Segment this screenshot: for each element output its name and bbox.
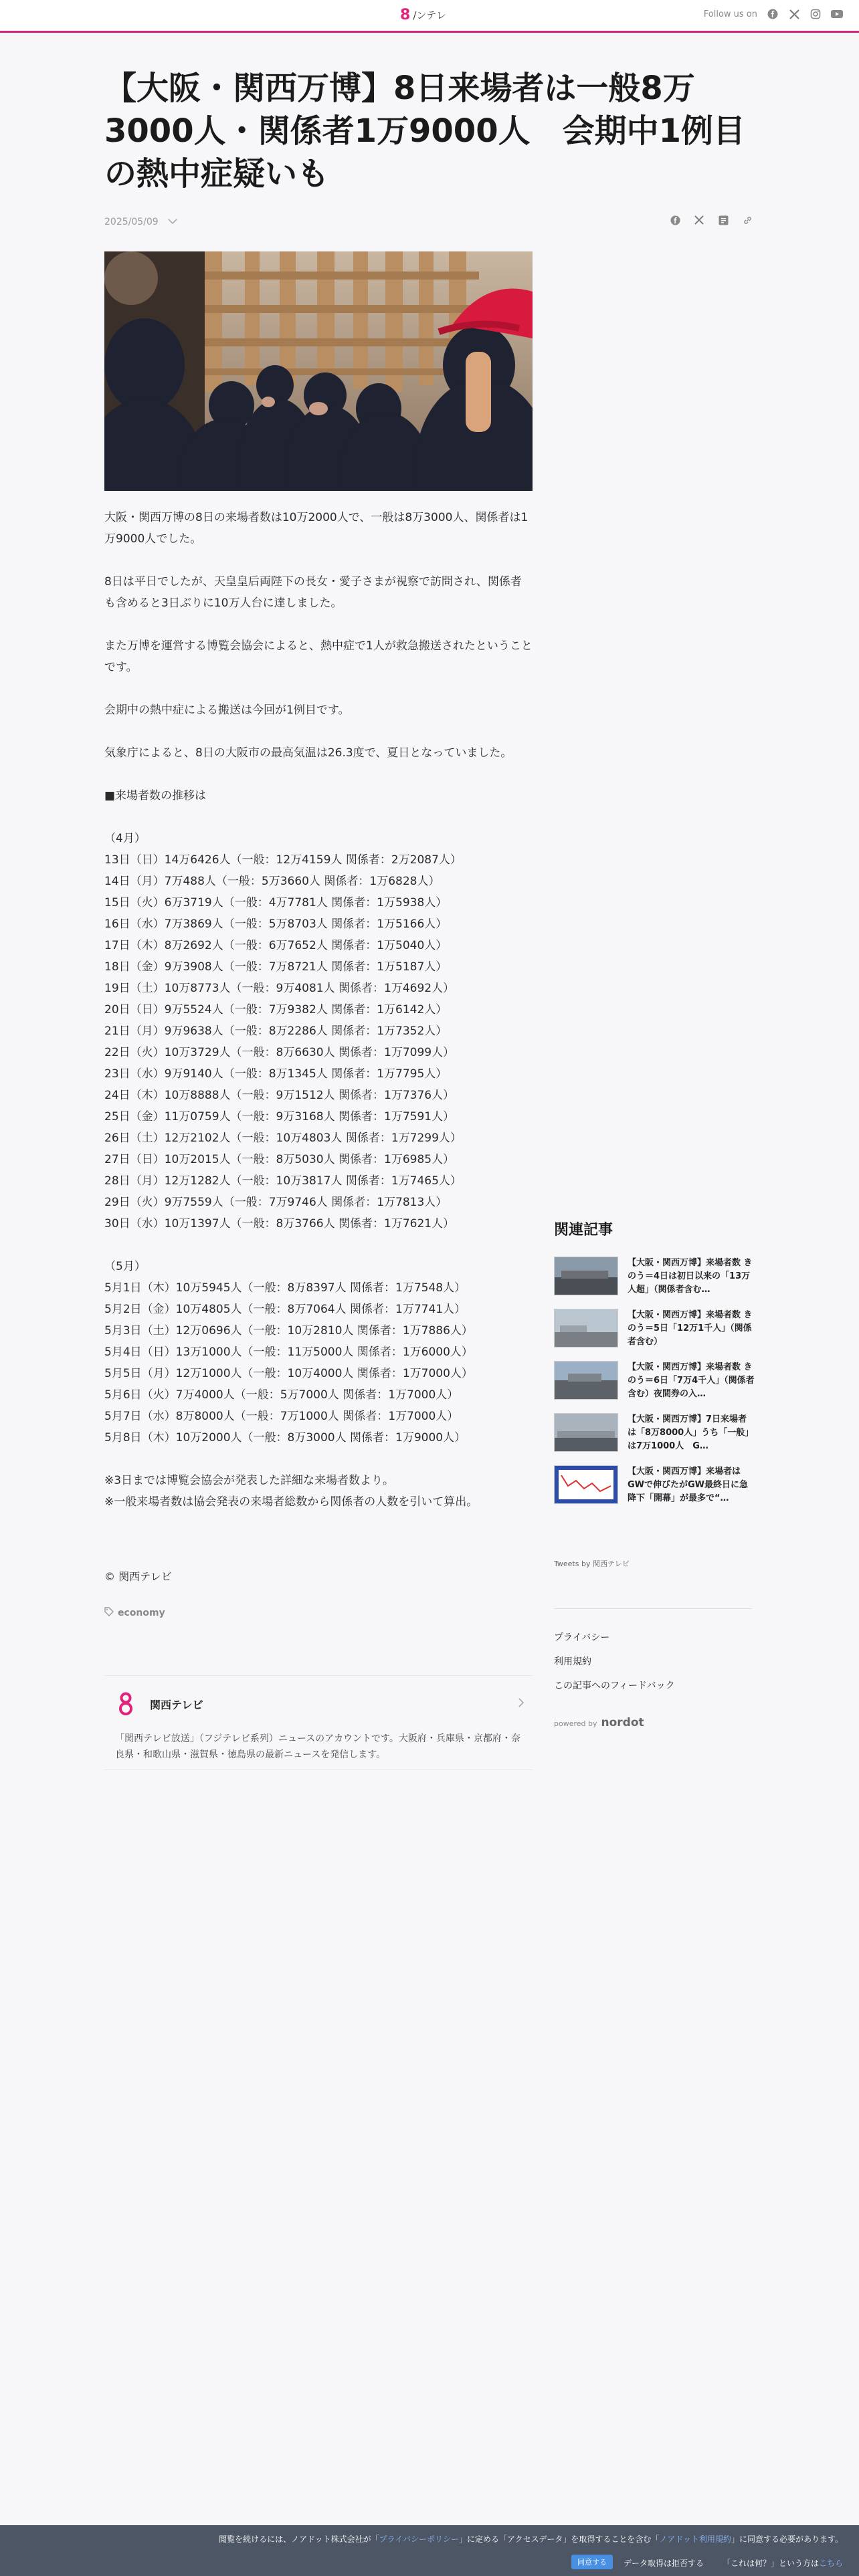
youtube-icon[interactable] xyxy=(831,8,843,20)
visitor-line: 5月5日（月）12万1000人（一般：10万4000人 関係者：1万7000人） xyxy=(104,1367,473,1380)
chevron-right-icon[interactable] xyxy=(518,1697,524,1711)
copyright: © 関西テレビ xyxy=(104,1570,172,1583)
visitor-line: 24日（木）10万8888人（一般：9万1512人 関係者：1万7376人） xyxy=(104,1089,455,1102)
related-article[interactable] xyxy=(554,1257,755,1299)
related-article[interactable] xyxy=(554,1465,755,1508)
what-is-this-text: 「これは何？」という方は xyxy=(722,2559,819,2568)
author-name: 関西テレビ xyxy=(150,1698,203,1711)
instagram-icon[interactable] xyxy=(809,8,822,20)
author-card[interactable] xyxy=(104,1675,533,1770)
tag-economy[interactable] xyxy=(104,1607,165,1619)
author-avatar xyxy=(114,1692,138,1716)
reject-data-button[interactable]: データ取得は拒否する xyxy=(624,2559,704,2568)
consent-text-part: 閲覧を続けるには、ノアドット株式会社が「 xyxy=(219,2535,379,2544)
facebook-share-icon[interactable] xyxy=(669,214,681,226)
visitor-line: 5月4日（日）13万1000人（一般：11万5000人 関係者：1万6000人） xyxy=(104,1346,473,1359)
month-label: （4月） xyxy=(104,832,146,845)
visitor-line: 15日（火）6万3719人（一般：4万7781人 関係者：1万5938人） xyxy=(104,896,448,909)
logo-mark: 8 xyxy=(400,7,411,23)
related-title: 【大阪・関西万博】来場者数 きのう＝6日「7万4千人」（関係者含む）夜間券の入… xyxy=(628,1362,755,1399)
article-body xyxy=(104,507,533,1513)
related-article[interactable] xyxy=(554,1361,755,1404)
visitor-line: 23日（水）9万9140人（一般：8万1345人 関係者：1万7795人） xyxy=(104,1067,448,1081)
visitor-line: 26日（土）12万2102人（一般：10万4803人 関係者：1万7299人） xyxy=(104,1132,462,1145)
article-hero-image xyxy=(104,251,533,491)
consent-text-part: 」に同意する必要があります。 xyxy=(731,2535,843,2544)
top-navigation-bar xyxy=(0,0,859,33)
x-share-icon[interactable] xyxy=(693,214,705,226)
visitor-line: 21日（月）9万9638人（一般：8万2286人 関係者：1万7352人） xyxy=(104,1025,448,1038)
share-buttons xyxy=(669,214,753,226)
note-line: ※3日までは博覧会協会が発表した詳細な来場者数より。 xyxy=(104,1474,395,1487)
tweets-link[interactable]: Tweets by 関西テレビ xyxy=(554,1560,630,1568)
follow-label: Follow us on xyxy=(703,9,757,19)
visitor-line: 20日（日）9万5524人（一般：7万9382人 関係者：1万6142人） xyxy=(104,1003,448,1016)
body-paragraph: 大阪・関西万博の8日の来場者数は10万2000人で、一般は8万3000人、関係者は1万9000人でした。 xyxy=(104,511,529,546)
tag-label: economy xyxy=(118,1608,165,1618)
visitor-line: 22日（火）10万3729人（一般：8万6630人 関係者：1万7099人） xyxy=(104,1046,455,1059)
related-article[interactable] xyxy=(554,1309,755,1352)
terms-link[interactable]: 利用規約 xyxy=(554,1656,591,1667)
cookie-consent-banner xyxy=(0,2525,859,2576)
privacy-link[interactable]: プライバシー xyxy=(554,1632,610,1643)
april-visitor-list xyxy=(104,828,533,1235)
visitor-line: 28日（月）12万1282人（一般：10万3817人 関係者：1万7465人） xyxy=(104,1174,462,1188)
visitor-line: 5月3日（土）12万0696人（一般：10万2810人 関係者：1万7886人） xyxy=(104,1324,473,1337)
powered-by xyxy=(554,1716,644,1729)
related-thumbnail xyxy=(554,1413,618,1452)
terms-of-use-link[interactable]: ノアドット利用規約 xyxy=(659,2535,731,2544)
related-title: 【大阪・関西万博】来場者は GWで伸びたがGW最終日に急降下「開幕」が最多で“… xyxy=(628,1467,749,1503)
article-title: 【大阪・関西万博】8日来場者は一般8万3000人・関係者1万9000人 会期中1例目の熱中症疑いも xyxy=(104,70,745,193)
visitor-line: 30日（水）10万1397人（一般：8万3766人 関係者：1万7621人） xyxy=(104,1217,455,1230)
sidebar-links xyxy=(554,1630,675,1703)
x-icon[interactable] xyxy=(788,8,800,20)
related-title: 【大阪・関西万博】7日来場者は「8万8000人」うち「一般」は7万1000人 G… xyxy=(628,1414,754,1451)
related-thumbnail-chart xyxy=(554,1465,618,1504)
logo-text: /ンテレ xyxy=(413,9,447,21)
visitor-line: 29日（火）9万7559人（一般：7万9746人 関係者：1万7813人） xyxy=(104,1196,448,1209)
body-paragraph: 気象庁によると、8日の大阪市の最高気温は26.3度で、夏日となっていました。 xyxy=(104,746,512,760)
visitor-line: 17日（木）8万2692人（一般：6万7652人 関係者：1万5040人） xyxy=(104,939,448,952)
related-thumbnail xyxy=(554,1257,618,1295)
visitor-line: 5月1日（木）10万5945人（一般：8万8397人 関係者：1万7548人） xyxy=(104,1281,466,1295)
sidebar-divider xyxy=(554,1608,752,1609)
visitor-line: 18日（金）9万3908人（一般：7万8721人 関係者：1万5187人） xyxy=(104,960,448,974)
what-is-this xyxy=(723,2557,843,2569)
privacy-policy-link[interactable]: プライバシーポリシー xyxy=(379,2535,460,2544)
related-articles xyxy=(554,1218,755,1517)
visitor-line: 27日（日）10万2015人（一般：8万5030人 関係者：1万6985人） xyxy=(104,1153,455,1166)
visitor-line: 13日（日）14万6426人（一般：12万4159人 関係者：2万2087人） xyxy=(104,853,462,867)
body-paragraph: また万博を運営する博覧会協会によると、熱中症で1人が救急搬送されたということです。 xyxy=(104,639,533,674)
visitor-line: 5月2日（金）10万4805人（一般：8万7064人 関係者：1万7741人） xyxy=(104,1303,466,1316)
related-thumbnail xyxy=(554,1361,618,1400)
what-is-this-link[interactable]: こちら xyxy=(818,2559,843,2568)
visitor-line: 5月7日（水）8万8000人（一般：7万1000人 関係者：1万7000人） xyxy=(104,1410,459,1423)
site-logo[interactable] xyxy=(400,7,446,23)
publish-date: 2025/05/09 xyxy=(104,217,159,227)
related-article[interactable] xyxy=(554,1413,755,1456)
visitor-line: 16日（水）7万3869人（一般：5万8703人 関係者：1万5166人） xyxy=(104,918,448,931)
feedback-link[interactable]: この記事へのフィードバック xyxy=(554,1681,675,1691)
related-title: 【大阪・関西万博】来場者数 きのう＝4日は初日以来の「13万人超」（関係者含む… xyxy=(628,1258,753,1295)
hatena-share-icon[interactable] xyxy=(717,214,729,226)
visitor-trend-heading: ■来場者数の推移は xyxy=(104,789,207,802)
note-line: ※一般来場者数は協会発表の来場者総数から関係者の人数を引いて算出。 xyxy=(104,1495,478,1509)
visitor-line: 5月6日（火）7万4000人（一般：5万7000人 関係者：1万7000人） xyxy=(104,1388,459,1402)
visitor-line: 25日（金）11万0759人（一般：9万3168人 関係者：1万7591人） xyxy=(104,1110,455,1123)
visitor-line: 5月8日（木）10万2000人（一般：8万3000人 関係者：1万9000人） xyxy=(104,1431,466,1444)
copy-link-icon[interactable] xyxy=(741,214,753,226)
consent-text-part: 」に定める「アクセスデータ」を取得することを含む「 xyxy=(459,2535,660,2544)
article-notes xyxy=(104,1470,533,1513)
month-label: （5月） xyxy=(104,1260,146,1273)
related-title: 【大阪・関西万博】来場者数 きのう＝5日「12万1千人」（関係者含む） xyxy=(628,1310,753,1347)
tag-icon xyxy=(104,1607,114,1619)
body-paragraph: 8日は平日でしたが、天皇皇后両陛下の長女・愛子さまが視察で訪問され、関係者も含めると3日ぶりに10万人台に達しました。 xyxy=(104,575,522,610)
facebook-icon[interactable] xyxy=(767,8,779,20)
visitor-line: 19日（土）10万8773人（一般：9万4081人 関係者：1万4692人） xyxy=(104,982,455,995)
follow-us xyxy=(704,8,843,20)
visitor-line: 14日（月）7万488人（一般：5万3660人 関係者：1万6828人） xyxy=(104,875,440,888)
chevron-down-icon[interactable] xyxy=(168,217,177,227)
related-thumbnail xyxy=(554,1309,618,1348)
nordot-logo[interactable]: nordot xyxy=(601,1716,644,1729)
body-paragraph: 会期中の熱中症による搬送は今回が1例目です。 xyxy=(104,704,350,717)
article-meta xyxy=(104,214,753,230)
related-heading: 関連記事 xyxy=(554,1222,613,1239)
author-description: 「関西テレビ放送」（フジテレビ系列）ニュースのアカウントです。大阪府・兵庫県・京都府・奈良県・和歌山県・滋賀県・徳島県の最新ニュースを発信します。 xyxy=(115,1733,520,1760)
consent-text xyxy=(219,2533,843,2545)
powered-by-label: powered by xyxy=(554,1719,597,1728)
may-visitor-list xyxy=(104,1256,533,1448)
agree-button[interactable]: 同意する xyxy=(571,2555,613,2569)
